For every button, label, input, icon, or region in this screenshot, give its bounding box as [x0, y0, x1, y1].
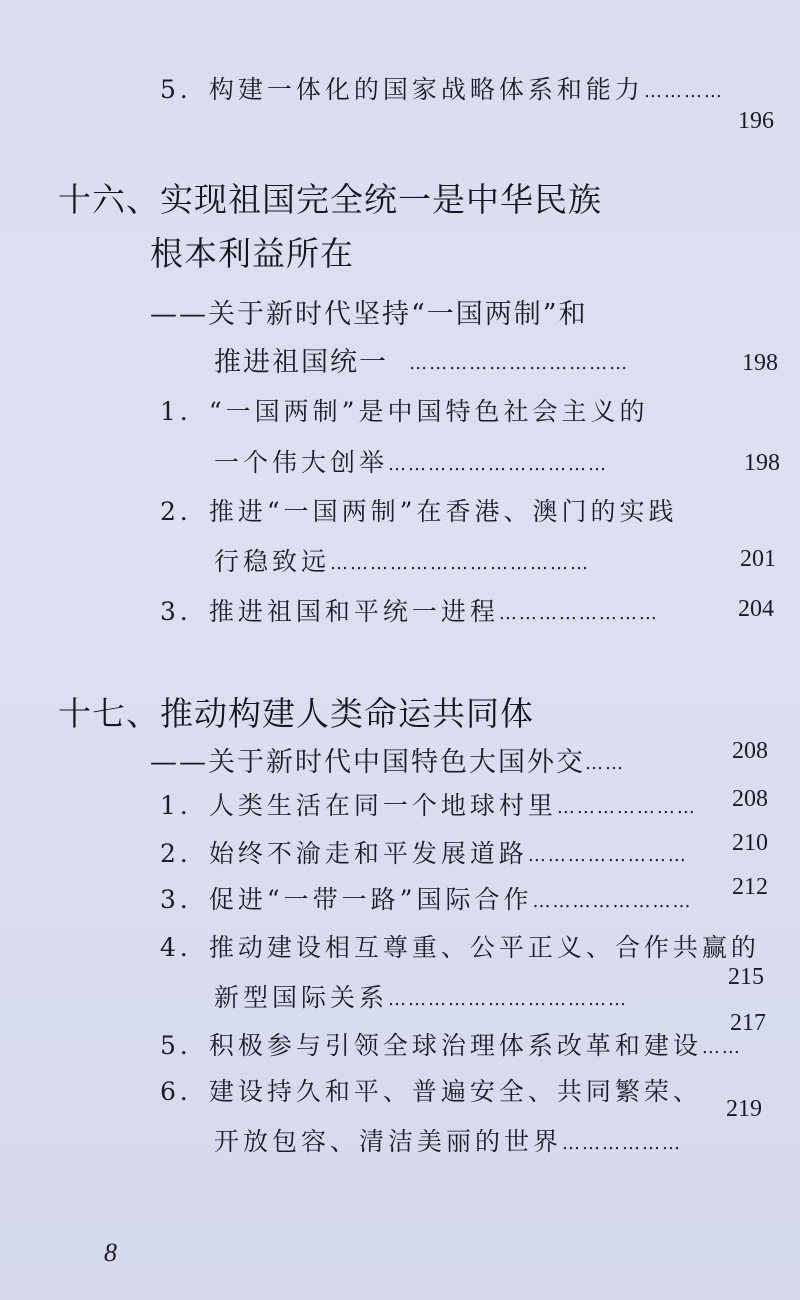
subtitle-text: ——关于新时代中国特色大国外交: [150, 747, 585, 778]
page-ref: 204: [738, 596, 774, 622]
toc-entry: [160, 1026, 742, 1062]
leader-dots: ……………………: [498, 603, 659, 624]
leader-dots: ……: [585, 753, 625, 774]
toc-entry: [160, 880, 692, 916]
toc-entry-cont: [214, 443, 608, 479]
leader-dots: …………………: [556, 797, 697, 818]
leader-dots: ………………: [562, 1133, 683, 1154]
entry-text: 行稳致远: [214, 547, 331, 576]
leader-dots: ……………………………: [388, 454, 609, 475]
leader-dots: ……………………………: [409, 353, 630, 374]
page-ref: 217: [730, 1010, 766, 1036]
toc-entry-cont: [214, 1122, 682, 1158]
toc-entry: [160, 70, 724, 106]
toc-entry-cont: [214, 978, 628, 1014]
section-subtitle: ——关于新时代坚持“一国两制”和: [150, 299, 588, 330]
section-subtitle-cont: [214, 340, 629, 379]
entry-text: 一个伟大创举: [214, 448, 389, 477]
page-ref: 210: [732, 830, 768, 856]
page-ref: 198: [744, 450, 780, 476]
page-ref: 201: [740, 546, 776, 572]
toc-entry: [160, 786, 697, 822]
entry-text: 5．构建一体化的国家战略体系和能力: [160, 75, 644, 104]
section-title: 十七、推动构建人类命运共同体: [58, 694, 534, 733]
toc-entry: [160, 592, 659, 628]
toc-entry: 6．建设持久和平、普遍安全、共同繁荣、: [160, 1077, 702, 1106]
entry-text: 3．推进祖国和平统一进程: [160, 597, 499, 626]
toc-entry: 2．推进“一国两制”在香港、澳门的实践: [160, 497, 678, 526]
entry-text: 新型国际关系: [214, 983, 389, 1012]
leader-dots: ……………………: [527, 845, 688, 866]
entry-text: 2．始终不渝走和平发展道路: [160, 839, 528, 868]
page-ref: 215: [728, 964, 764, 990]
section-title: 十六、实现祖国完全统一是中华民族: [58, 180, 602, 219]
toc-entry: 4．推动建设相互尊重、公平正义、合作共赢的: [160, 933, 760, 962]
leader-dots: …………: [643, 81, 724, 102]
leader-dots: ……: [701, 1037, 742, 1058]
toc-entry: [160, 834, 688, 870]
subtitle-text: 推进祖国统一: [214, 347, 388, 378]
page-ref: 208: [732, 738, 768, 764]
page-ref: 208: [732, 786, 768, 812]
page-ref: 198: [742, 350, 778, 376]
page-number: 8: [104, 1238, 117, 1267]
leader-dots: ……………………: [532, 891, 693, 912]
section-subtitle: [150, 740, 625, 779]
toc-entry: 1．“一国两制”是中国特色社会主义的: [160, 397, 649, 426]
entry-text: 1．人类生活在同一个地球村里: [160, 791, 557, 820]
entry-text: 3．促进“一带一路”国际合作: [160, 885, 533, 914]
page-ref: 196: [738, 108, 774, 134]
section-title-cont: 根本利益所在: [150, 234, 354, 273]
toc-entry-cont: [214, 542, 590, 578]
page-ref: 212: [732, 874, 768, 900]
entry-text: 5．积极参与引领全球治理体系改革和建设: [160, 1031, 702, 1060]
page-ref: 219: [726, 1096, 762, 1122]
leader-dots: ………………………………: [388, 989, 629, 1010]
entry-text: 开放包容、清洁美丽的世界: [214, 1127, 563, 1156]
leader-dots: …………………………………: [330, 553, 591, 574]
